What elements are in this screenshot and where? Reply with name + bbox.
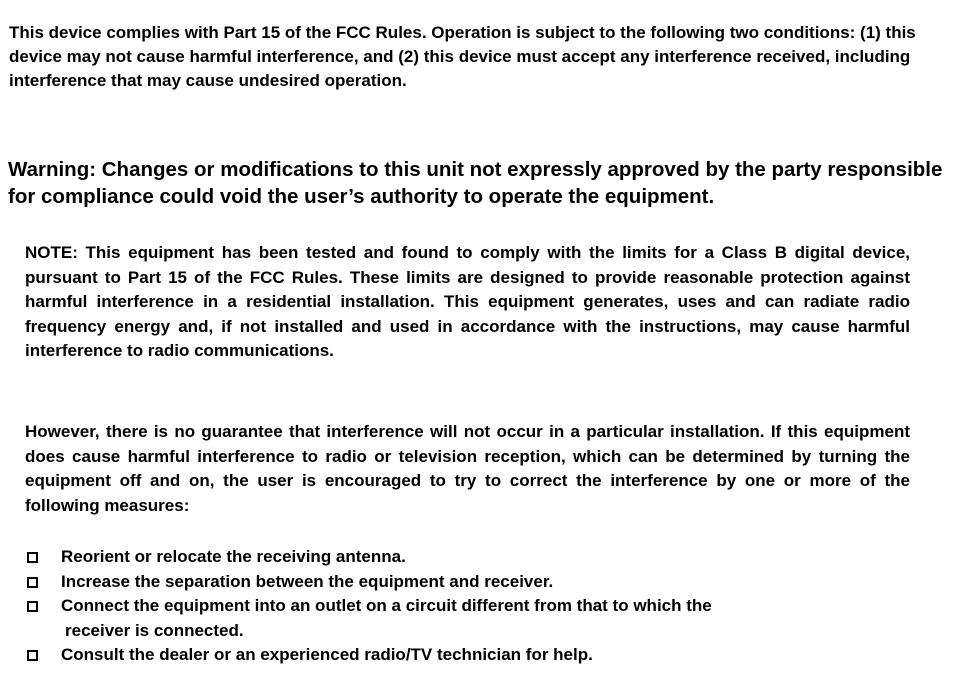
measure-text: Reorient or relocate the receiving antenna. [61,547,406,566]
modification-warning: Warning: Changes or modifications to this unit not expressly approved by the party responsible for compliance could void the user’s authority to operate the equipment. [8,158,943,208]
checkbox-bullet-icon [27,577,38,588]
checkbox-bullet-icon [27,650,38,661]
measures-list [25,545,915,668]
checkbox-bullet-icon [27,601,38,612]
checkbox-bullet-icon [27,552,38,563]
list-item [25,570,915,595]
list-item [25,545,915,570]
measure-text-continuation: receiver is connected. [65,620,244,640]
measure-text-line: Connect the equipment into an outlet on a circuit different from that to which the [61,596,712,615]
interference-guidance: However, there is no guarantee that interference will not occur in a particular installation. If this equipment does cause harmful interference to radio or television reception, which can be determined by turning the equipment off and on, the user is encouraged to try to correct the interference by one or more of the following measures: [25,422,910,515]
measure-text: Increase the separation between the equipment and receiver. [61,571,554,591]
compliance-statement: This device complies with Part 15 of the FCC Rules. Operation is subject to the following two conditions: (1) this device may not cause harmful interference, and (2) this device must accept any interference received, including interference that may cause undesired operation. [9,23,916,90]
class-b-note: NOTE: This equipment has been tested and found to comply with the limits for a Class B digital device, pursuant to Part 15 of the FCC Rules. These limits are designed to provide reasonable protection against harmful interference in a residential installation. This equipment generates, uses and can radiate radio frequency energy and, if not installed and used in accordance with the instructions, may cause harmful interference to radio communications. [25,243,910,360]
measure-text [61,594,901,643]
list-item [25,643,915,668]
measure-text: Consult the dealer or an experienced radio/TV technician for help. [61,645,593,664]
list-item [25,594,915,643]
